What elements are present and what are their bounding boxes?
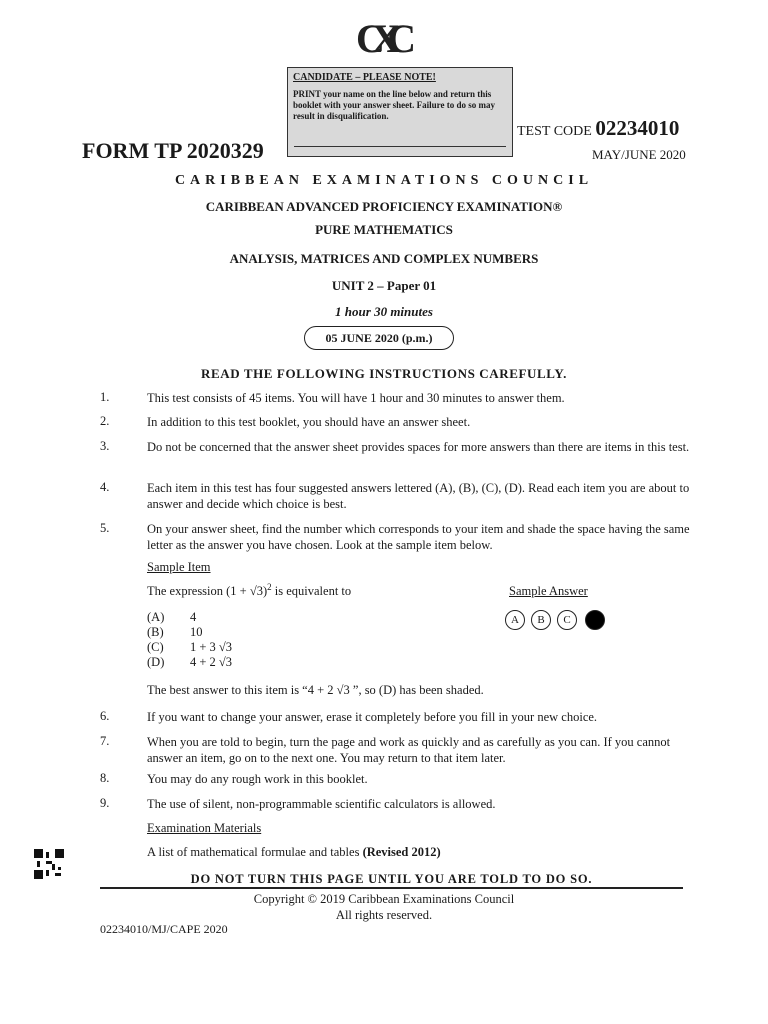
instruction-text: Each item in this test has four suggested answers lettered (A), (B), (C), (D). Read each item you are about to answer and decide which choice is best. <box>147 481 690 511</box>
instruction-number: 1. <box>100 390 110 404</box>
instructions-heading: READ THE FOLLOWING INSTRUCTIONS CAREFULLY. <box>200 366 568 381</box>
do-not-turn-warning: DO NOT TURN THIS PAGE UNTIL YOU ARE TOLD TO DO SO. <box>190 872 593 886</box>
candidate-name-line[interactable] <box>294 146 506 147</box>
instruction-text: Do not be concerned that the answer sheet provides spaces for more answers than there are items in this test. <box>147 440 690 454</box>
subject-name: PURE MATHEMATICS <box>315 222 453 237</box>
cxc-logo <box>352 12 420 62</box>
materials-revision: (Revised 2012) <box>362 845 441 859</box>
option-letter: (D) <box>147 655 165 669</box>
footer-paper-code: 02234010/MJ/CAPE 2020 <box>100 922 228 936</box>
divider <box>100 887 683 889</box>
materials-label: Examination Materials <box>147 821 262 835</box>
option-letter: (C) <box>147 640 164 654</box>
form-number: FORM TP 2020329 <box>82 138 264 163</box>
rights-notice: All rights reserved. <box>335 908 433 922</box>
exam-session: MAY/JUNE 2020 <box>592 147 686 162</box>
answer-bubble-c[interactable]: C <box>557 610 577 630</box>
test-code-number: 02234010 <box>595 116 680 140</box>
exam-duration: 1 hour 30 minutes <box>335 304 433 319</box>
candidate-notice-box <box>287 67 513 157</box>
sample-question-exponent: 2 <box>267 582 272 592</box>
sample-question <box>147 582 351 599</box>
instruction-text: If you want to change your answer, erase it completely before you fill in your new choice. <box>147 710 598 724</box>
council-name: CARIBBEAN EXAMINATIONS COUNCIL <box>174 173 594 188</box>
sample-option <box>147 625 203 640</box>
instruction-number: 4. <box>100 480 110 494</box>
option-letter: (A) <box>147 610 165 624</box>
answer-bubble-b[interactable]: B <box>531 610 551 630</box>
instruction-text: On your answer sheet, find the number which corresponds to your item and shade the space having the same letter as the answer you have chosen. Look at the sample item below. <box>147 522 690 552</box>
answer-bubble-a[interactable]: A <box>505 610 525 630</box>
test-code-label: TEST CODE <box>517 124 592 139</box>
exam-date-badge: 05 JUNE 2020 (p.m.) <box>304 326 454 350</box>
option-letter: (B) <box>147 625 164 639</box>
instruction-number: 6. <box>100 709 110 723</box>
cxc-logo-text: CXC <box>356 16 416 61</box>
instruction-text: This test consists of 45 items. You will have 1 hour and 30 minutes to answer them. <box>147 391 565 405</box>
instruction-number: 5. <box>100 521 110 535</box>
sample-question-prefix: The expression (1 + √3) <box>147 584 268 599</box>
instruction-text: You may do any rough work in this booklet. <box>147 772 368 786</box>
answer-bubble-d-shaded[interactable]: D <box>585 610 605 630</box>
sample-answer-label: Sample Answer <box>509 584 588 598</box>
instruction-number: 3. <box>100 439 110 453</box>
unit-paper: UNIT 2 – Paper 01 <box>331 278 437 293</box>
instruction-number: 8. <box>100 771 110 785</box>
sample-option <box>147 610 196 625</box>
instruction-text: In addition to this test booklet, you should have an answer sheet. <box>147 415 471 429</box>
instruction-number: 2. <box>100 414 110 428</box>
notice-title: CANDIDATE – PLEASE NOTE! <box>293 72 436 83</box>
option-value: 10 <box>190 625 203 639</box>
sample-option <box>147 640 232 655</box>
materials-text <box>147 845 441 860</box>
option-value: 1 + 3 √3 <box>190 640 233 654</box>
copyright-notice: Copyright © 2019 Caribbean Examinations Council <box>253 892 515 906</box>
instruction-number: 9. <box>100 796 110 810</box>
materials-text-prefix: A list of mathematical formulae and tables <box>147 845 363 859</box>
sample-item-label: Sample Item <box>147 560 211 574</box>
instruction-text: The use of silent, non-programmable scientific calculators is allowed. <box>147 797 496 811</box>
instruction-number: 7. <box>100 734 110 748</box>
qr-code-icon <box>34 849 64 879</box>
module-name: ANALYSIS, MATRICES AND COMPLEX NUMBERS <box>229 251 539 266</box>
option-value: 4 + 2 √3 <box>190 655 233 669</box>
sample-option <box>147 655 232 670</box>
instruction-text: When you are told to begin, turn the page and work as quickly and as carefully as you can. If you cannot answer an item, go on to the next one. You may return to that item later. <box>147 735 671 765</box>
sample-question-suffix: is equivalent to <box>271 584 352 599</box>
best-answer-explanation: The best answer to this item is “4 + 2 √3 ”, so (D) has been shaded. <box>147 683 484 697</box>
exam-name: CARIBBEAN ADVANCED PROFICIENCY EXAMINATION® <box>205 199 563 214</box>
test-code <box>517 116 679 141</box>
option-value: 4 <box>190 610 197 624</box>
notice-text: PRINT your name on the line below and return this booklet with your answer sheet. Failure to do so may result in disqualification. <box>293 89 496 121</box>
